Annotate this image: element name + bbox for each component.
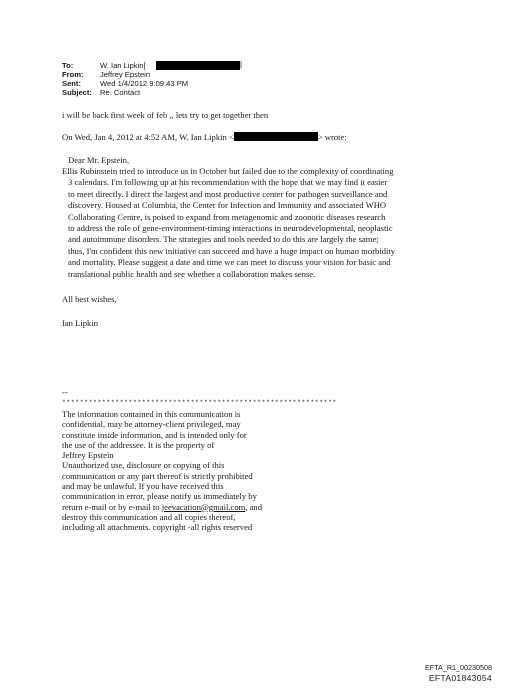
disclaimer-line: Jeffrey Epstein [62,450,114,461]
to-row [62,61,282,70]
quote-header [62,132,347,142]
sent-label: Sent: [62,79,81,88]
bates-number-secondary: EFTA01843054 [428,673,492,683]
from-row [62,70,282,79]
disclaimer-line: the use of the addressee. It is the property of [62,439,215,450]
letter-line: thus, I'm confident this new initiative can succeed and have a huge impact on human morbidity [68,245,396,256]
letter-signature: Ian Lipkin [62,318,99,328]
letter-line: to meet directly. I direct the largest and most productive center for pathogen surveillance and [68,188,388,199]
disclaimer-line: communication in error, please notify us immediately by [62,491,257,502]
disclaimer-block [62,409,262,533]
disclaimer-line: The information contained in this communication is [62,409,241,419]
email-link[interactable]: jeevacation@gmail.com [161,501,246,512]
letter-closing: All best wishes, [62,294,117,304]
subject-label: Subject: [62,88,92,97]
disclaimer-line: confidential, may be attorney-client privileged, may [62,419,241,430]
disclaimer-line: communication or any part thereof is strictly prohibited [62,470,253,481]
letter-line: and mortality. Please suggest a date and time we can meet to discuss your vision for basic and [68,257,391,268]
letter-line: Ellis Rubinstein tried to introduce us in October but failed due to the complexity of coordinating [62,166,394,176]
letter-line: Collaborating Centre, is poised to expand from metagenomic and zoonotic diseases research [68,211,386,222]
letter-greeting: Dear Mr. Epstein, [68,155,130,165]
to-value: W. Ian Lipkin[ [100,61,146,70]
letter-line: discovery. Housed at Columbia, the Center for Infection and Immunity and associated WHO [68,200,387,211]
disclaimer-line: including all attachments. copyright -all rights reserved [62,522,253,533]
separator-stars: ************************************************************** [62,399,337,406]
disclaimer-line: constitute inside information, and is intended only for [62,429,247,440]
disclaimer-email-line [62,502,262,512]
letter-line: 3 calendars. I'm following up at his recommendation with the hope that we may find it easier [68,177,388,188]
letter-line: and autoimmune disorders. The strategies and tools needed to do this are largely the same; [68,234,379,245]
redaction-box [234,132,318,141]
quote-header-suffix: > wrote: [317,132,347,142]
to-label: To: [62,61,74,70]
letter-line: to address the role of gene-environment-timing interactions in neurodevelopmental, neoplastic [68,223,393,234]
redaction-end-bracket: | [240,60,243,69]
from-value: Jeffrey Epstein [100,70,151,79]
redaction-box [156,60,243,70]
from-label: From: [62,70,84,79]
sent-value: Wed 1/4/2012 9:09:43 PM [100,79,189,88]
disclaimer-email-prefix: return e-mail or by e-mail to [62,501,162,512]
subject-value: Re: Contact [100,88,141,97]
bates-number-primary: EFTA_R1_00230508 [425,663,492,672]
sent-row [62,79,282,88]
quote-header-prefix: On Wed, Jan 4, 2012 at 4:52 AM, W. Ian Lipkin < [62,132,234,142]
disclaimer-line: Unauthorized use, disclosure or copying of this [62,460,225,471]
letter-body [62,166,462,280]
disclaimer-line: destroy this communication and all copies thereof, [62,511,236,522]
subject-row [62,88,282,97]
disclaimer-line: and may be unlawful. If you have received this [62,481,224,492]
disclaimer-email-suffix: , and [245,501,263,512]
reply-text: i will be back first week of feb ,, lets try to get together then [62,110,269,120]
signature-dashes: -- [62,387,68,397]
email-header [62,61,282,101]
letter-line: translational public health and see whether a collaboration makes sense. [68,268,316,279]
